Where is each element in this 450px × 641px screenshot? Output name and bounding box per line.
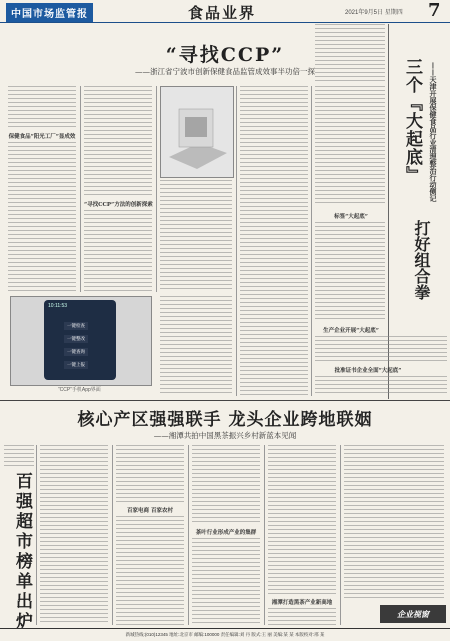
lead-col1-para1: [8, 86, 76, 128]
side-headline-2: 打好组合拳: [412, 220, 431, 300]
bottom-section-2: 茶叶行业形成产业的集群: [195, 530, 257, 536]
lead-col3-text-lower: [160, 296, 232, 396]
lead-headline: “寻找CCP”: [165, 44, 285, 66]
lead-col2-para1: [84, 86, 152, 196]
column-divider: [188, 445, 189, 625]
app-time: 10:11:53: [48, 303, 68, 309]
column-divider: [156, 86, 157, 292]
lead-col3-text: [160, 180, 232, 292]
column-divider: [36, 445, 37, 625]
side-headline: 三个『大起底』: [402, 58, 422, 184]
issue-date: 2021年9月5日 星期四: [345, 10, 403, 16]
app-button-query[interactable]: 一键查询: [64, 348, 88, 356]
side-section-label-2: 生产企业开展“大起底”: [323, 328, 379, 334]
page-number: 7: [428, 0, 441, 21]
side-section-label-3: 批准证书企业全面“大起底”: [334, 368, 402, 374]
lead-photo-product: [160, 86, 234, 178]
lead-col2-para2: [84, 210, 152, 292]
product-illustration-icon: [161, 87, 233, 177]
footer-bar: 新城热线:(010)12345 地址:北京市 邮编:100000 责任编辑:刘 丹 版式:王 丽 美编:某 某 本版校对:邢 某: [0, 628, 450, 641]
section-divider: [0, 400, 450, 401]
side-col-text-2: [315, 336, 447, 364]
lead-col1-para2: [8, 142, 76, 292]
bottom-section-3: 湘潭打造黑茶产业新高地: [271, 600, 333, 606]
column-divider: [340, 445, 341, 625]
bottom-col3-a: [192, 445, 260, 525]
app-button-rectify[interactable]: 一键整改: [64, 335, 88, 343]
side-intro-text: [315, 24, 385, 82]
lead-col4-text: [240, 86, 308, 396]
bottom-col2-b: [116, 516, 184, 625]
bottom-col2-a: [116, 445, 184, 503]
bottom-subhead: ——湘潭共拍中国黑茶振兴乡村新蓝本见闻: [153, 431, 297, 440]
newspaper-logo: 中国市场监管报: [6, 3, 93, 22]
left-col-intro: [4, 445, 34, 469]
column-divider: [311, 86, 312, 396]
column-divider: [264, 445, 265, 625]
lead-col5-text: [315, 86, 385, 206]
bottom-section-1: 百家电商 百家农村: [127, 508, 173, 514]
bottom-col1: [40, 445, 108, 625]
bottom-headline: 核心产区强强联手 龙头企业跨地联姻: [77, 410, 373, 430]
app-photo-caption: “CCP”手机App界面: [58, 387, 101, 393]
left-vertical-title: 百强超市榜单出炉: [12, 472, 32, 632]
side-subhead: ——天津开展保健食品行业清理整治行动侧记: [429, 62, 438, 202]
bottom-col5: [344, 445, 444, 601]
column-divider: [236, 86, 237, 396]
app-button-check[interactable]: 一键检查: [64, 322, 88, 330]
lead-subhead: ——浙江省宁波市创新保健食品监管成效事半功倍一探: [135, 67, 315, 76]
side-col-text-3: [315, 376, 447, 396]
brand-box: 企业视窗: [380, 605, 446, 623]
bottom-col4-b: [268, 608, 336, 625]
phone-screen: [44, 300, 116, 380]
column-divider: [80, 86, 81, 292]
app-button-report[interactable]: 一键上报: [64, 361, 88, 369]
side-section-label: 标签“大起底”: [334, 214, 368, 220]
section-title: 食品业界: [188, 4, 257, 22]
side-col-text: [315, 222, 385, 322]
bottom-col4-a: [268, 445, 336, 595]
lead-col1-subhead: 保健食品“阳光工厂”显成效: [8, 134, 76, 140]
bottom-col3-b: [192, 538, 260, 625]
column-divider: [112, 445, 113, 625]
lead-col2-subhead: “寻找CCP”方法的创新探索: [84, 202, 153, 208]
